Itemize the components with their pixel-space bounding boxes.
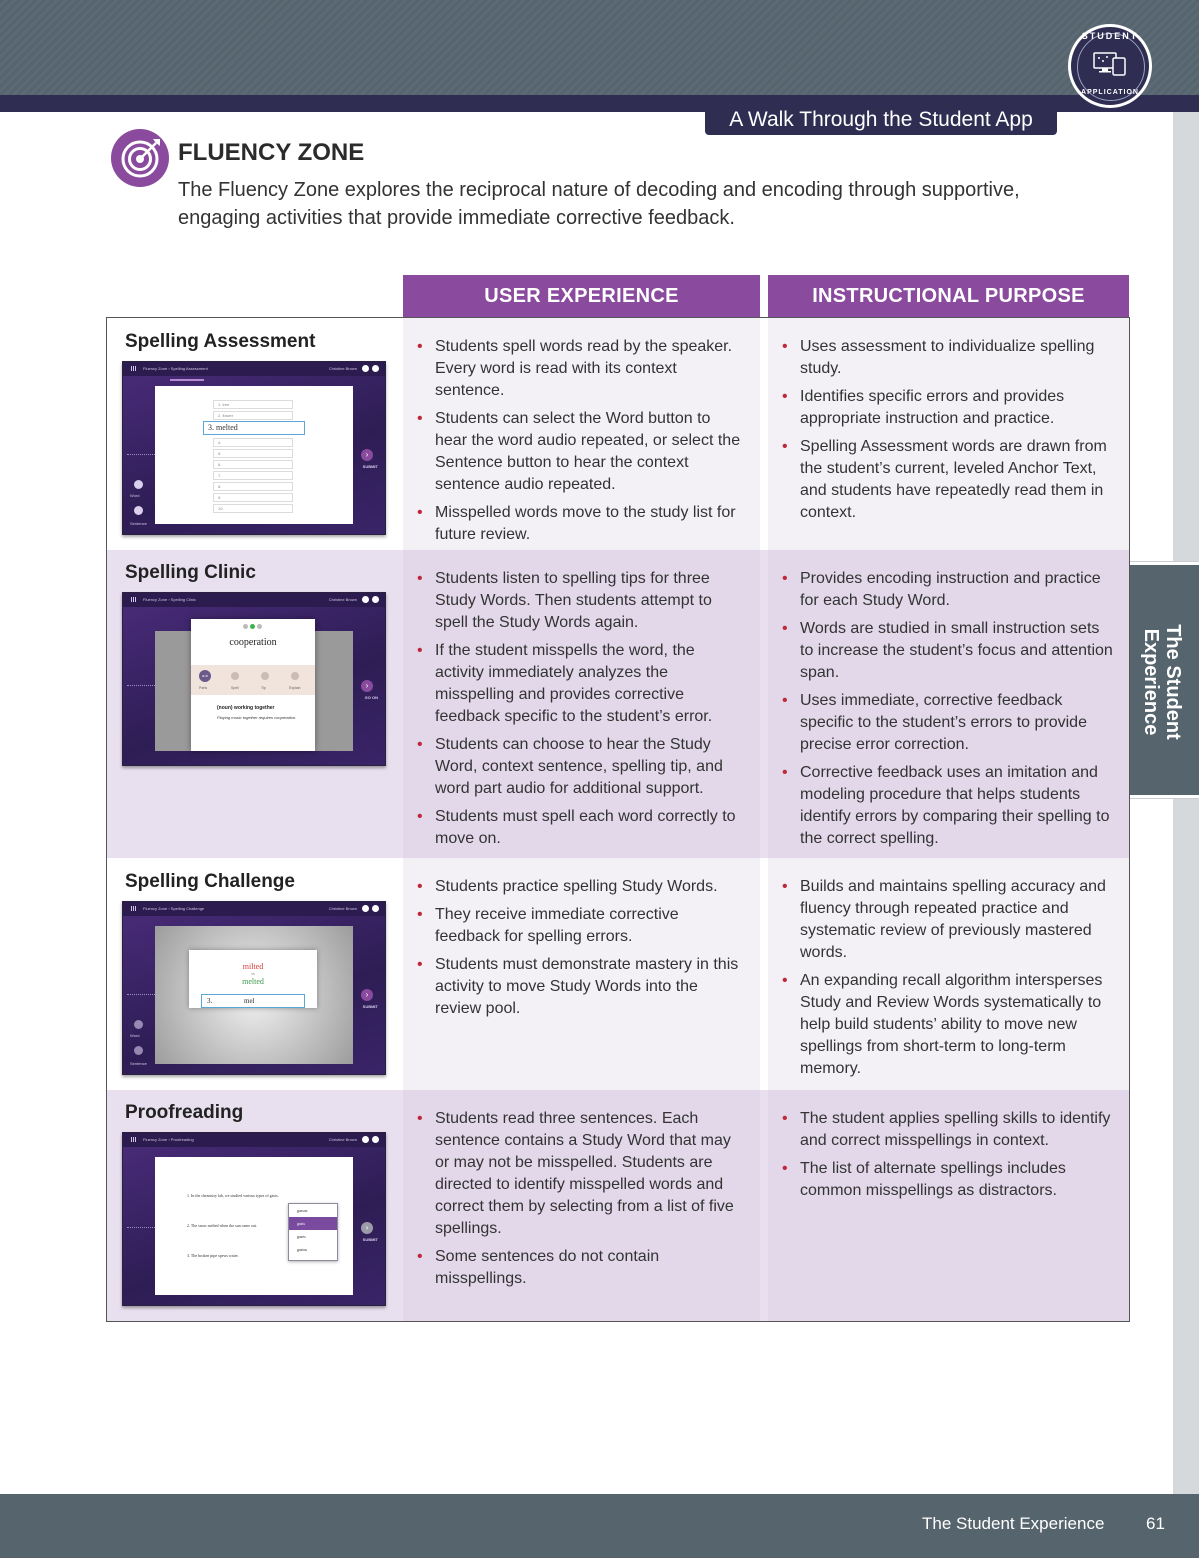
user-name: Christine Brown — [328, 597, 357, 602]
word-label: Word — [130, 493, 140, 498]
spelling-clinic-screenshot — [122, 592, 386, 766]
tab-label: Parts — [199, 686, 208, 690]
input-number: 3. — [207, 997, 213, 1005]
list-item: • Students spell words read by the speaker. Every word is read with its context sentence. — [435, 336, 746, 402]
definition: (noun) working together — [217, 705, 275, 711]
word-audio-icon — [134, 1020, 143, 1029]
close-icon — [372, 1136, 379, 1143]
answer-line: 10. — [213, 504, 293, 513]
spelling-options-dropdown — [288, 1203, 338, 1261]
close-icon — [372, 596, 379, 603]
sentence: 1. In the chemistry lab, we studied various types of gasis. — [187, 1193, 279, 1198]
spelling-challenge-screenshot — [122, 901, 386, 1075]
badge-top-text: STUDENT — [1081, 31, 1139, 41]
target-icon — [111, 129, 169, 187]
spelling-input: mel — [244, 997, 255, 1005]
user-name: Christine Brown — [328, 906, 357, 911]
list-item: • Corrective feedback uses an imitation and modeling procedure that helps students identify errors by comparing their spelling to the correct spelling. — [800, 762, 1115, 850]
submit-icon: › — [361, 449, 373, 461]
student-application-badge — [1068, 24, 1152, 108]
list-item: • Misspelled words move to the study list for future review. — [435, 502, 746, 546]
answer-line: 9. — [213, 493, 293, 502]
option: gases — [297, 1234, 306, 1239]
proofreading-screenshot — [122, 1132, 386, 1306]
tab-label: Tip — [261, 686, 266, 690]
breadcrumb: Fluency Zone › Spelling Challenge — [143, 906, 205, 911]
option: gasius — [297, 1247, 307, 1252]
sentence-label: Sentence — [130, 1061, 147, 1066]
right-edge-strip — [1173, 112, 1199, 1494]
answer-line: 7. — [213, 471, 293, 480]
instructional-purpose-header: INSTRUCTIONAL PURPOSE — [768, 275, 1129, 317]
tab-label: Spell — [231, 686, 239, 690]
vs-label: vs — [251, 972, 255, 976]
answer-line: 1. tree — [213, 400, 293, 409]
zone-description: The Fluency Zone explores the reciprocal nature of decoding and encoding through supportive, engaging activities that provide immediate corrective feedback. — [178, 179, 1020, 229]
list-item: • Students can choose to hear the Study Word, context sentence, spelling tip, and word part audio for additional support. — [435, 734, 746, 800]
sentence-audio-icon — [134, 1046, 143, 1055]
list-item: • They receive immediate corrective feedback for spelling errors. — [435, 904, 746, 948]
word-label: Word — [130, 1033, 140, 1038]
help-icon — [362, 596, 369, 603]
list-item: • Some sentences do not contain misspellings. — [435, 1246, 746, 1290]
list-item: • The list of alternate spellings includes common misspellings as distractors. — [800, 1158, 1115, 1202]
list-item: • The student applies spelling skills to identify and correct misspellings in context. — [800, 1108, 1115, 1152]
study-word: cooperation — [229, 637, 277, 648]
footer-section-label: The Student Experience — [922, 1514, 1105, 1533]
row-title: Spelling Assessment — [125, 331, 316, 352]
breadcrumb: Fluency Zone › Spelling Clinic — [143, 597, 196, 602]
breadcrumb: Fluency Zone › Proofreading — [143, 1137, 194, 1142]
parts-icon: a-b — [199, 670, 211, 682]
submit-label: SUBMIT — [362, 464, 378, 469]
close-icon — [372, 365, 379, 372]
list-item: • If the student misspells the word, the activity immediately analyzes the misspelling and provides corrective feedback specific to the student’s error. — [435, 640, 746, 728]
option-selected: gasis — [289, 1217, 337, 1230]
tab-label: Explain — [289, 686, 301, 690]
row-title: Spelling Challenge — [125, 871, 295, 892]
row-title: Proofreading — [125, 1102, 244, 1123]
list-item: • Students must spell each word correctly to move on. — [435, 806, 746, 850]
list-item: • Provides encoding instruction and practice for each Study Word. — [800, 568, 1115, 612]
go-on-label: GO ON — [364, 695, 378, 700]
answer-line: 2. flower — [213, 411, 293, 420]
list-item: • Students must demonstrate mastery in this activity to move Study Words into the review pool. — [435, 954, 746, 1020]
list-item: • Uses immediate, corrective feedback specific to the student’s errors to provide precise error correction. — [800, 690, 1115, 756]
devices-icon — [1093, 51, 1127, 77]
list-item: • Uses assessment to individualize spelling study. — [800, 336, 1115, 380]
spell-icon — [231, 672, 239, 680]
section-tab: A Walk Through the Student App — [705, 105, 1057, 135]
misspelled-word: milted — [242, 962, 264, 971]
correct-word: melted — [242, 977, 264, 986]
side-tab-label: The Student Experience — [1140, 624, 1184, 740]
go-on-icon: › — [361, 680, 373, 692]
list-item: • Spelling Assessment words are drawn from the student’s current, leveled Anchor Text, and students have repeatedly read them in context. — [800, 436, 1115, 524]
answer-input: 3. melted — [203, 421, 305, 435]
answer-line: 8. — [213, 482, 293, 491]
list-item: • Students can select the Word button to hear the word audio repeated, or select the Sentence button to hear the context sentence audio repeated. — [435, 408, 746, 496]
submit-label: SUBMIT — [362, 1237, 378, 1242]
page-number: 61 — [1146, 1514, 1165, 1533]
answer-line: 5. — [213, 449, 293, 458]
user-experience-header: USER EXPERIENCE — [403, 275, 760, 317]
list-item: • Students listen to spelling tips for three Study Words. Then students attempt to spell the Study Words again. — [435, 568, 746, 634]
answer-line: 4. — [213, 438, 293, 447]
close-icon — [372, 905, 379, 912]
list-item: • Builds and maintains spelling accuracy and fluency through repeated practice and systematic review of previously mastered words. — [800, 876, 1115, 964]
help-icon — [362, 365, 369, 372]
user-name: Christine Brown — [328, 1137, 357, 1142]
help-icon — [362, 1136, 369, 1143]
submit-label: SUBMIT — [362, 1004, 378, 1009]
user-name: Christine Brown — [328, 366, 357, 371]
option: gassus — [297, 1208, 308, 1213]
sentence: 3. The broken pipe spews water. — [187, 1253, 239, 1258]
tip-icon — [261, 672, 269, 680]
context-sentence: Playing music together requires cooperation. — [217, 715, 297, 720]
zone-title: FLUENCY ZONE — [178, 139, 365, 166]
list-item: • Words are studied in small instruction sets to increase the student’s focus and attention span. — [800, 618, 1115, 684]
breadcrumb: Fluency Zone › Spelling Assessment — [143, 366, 208, 371]
submit-icon: › — [361, 1222, 373, 1234]
explain-icon — [291, 672, 299, 680]
list-item: • Students practice spelling Study Words. — [435, 876, 746, 898]
submit-icon: › — [361, 989, 373, 1001]
list-item: • An expanding recall algorithm intersperses Study and Review Words systematically to help build students’ ability to move new spellings from short-term to long-term memory. — [800, 970, 1115, 1080]
spelling-assessment-screenshot — [122, 361, 386, 535]
sentence-audio-icon — [134, 506, 143, 515]
sentence: 2. The snow melted when the sun came out. — [187, 1223, 258, 1228]
list-item: • Students read three sentences. Each sentence contains a Study Word that may or may not be misspelled. Students are directed to identify misspelled words and correct them by selecting from a list of five spellings. — [435, 1108, 746, 1240]
row-title: Spelling Clinic — [125, 562, 256, 583]
list-item: • Identifies specific errors and provides appropriate instruction and practice. — [800, 386, 1115, 430]
word-audio-icon — [134, 480, 143, 489]
answer-line: 6. — [213, 460, 293, 469]
badge-bottom-text: APPLICATION — [1081, 89, 1139, 96]
top-banner — [0, 0, 1199, 95]
sentence-label: Sentence — [130, 521, 147, 526]
help-icon — [362, 905, 369, 912]
